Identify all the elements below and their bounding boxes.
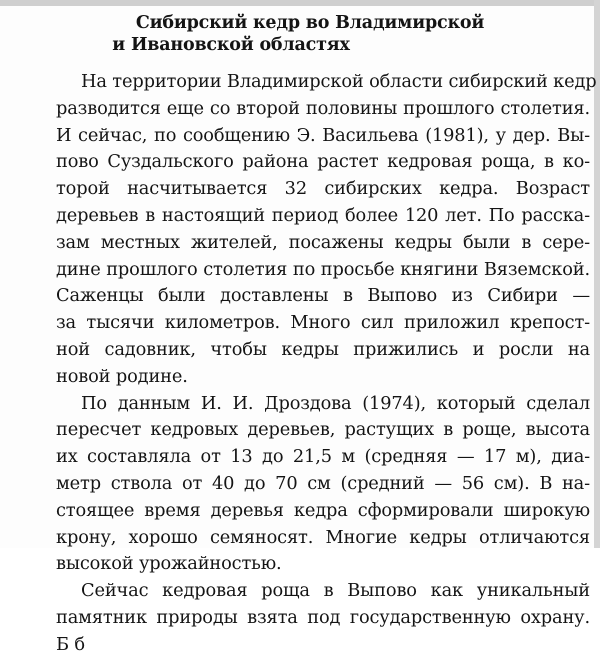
text-line: памятник природы взята под государственную охрану. [56,606,590,628]
text-line: зам местных жителей, посажены кедры были в сере- [56,231,590,253]
text-line: метр ствола от 40 до 70 см (средний — 56 см). В на- [56,472,590,494]
heading-line-1: Сибирский кедр во Владимирской [135,13,485,33]
text-line: пересчет кедровых деревьев, растущих в роще, высота [56,419,590,441]
text-line: торой насчитывается 32 сибирских кедра. Возраст [56,178,590,200]
text-line: Саженцы были доставлены в Выпово из Сибири — [56,285,590,307]
text-line: за тысячи километров. Много сил приложил крепост- [56,312,590,334]
text-line: Сейчас кедровая роща в Выпово как уникальный [81,580,590,602]
page-top-shadow [0,0,600,6]
text-line: высокой урожайностью. [56,553,282,575]
heading-line-2: и Ивановской областях [112,35,350,55]
text-line: По данным И. И. Дроздова (1974), который сделал [81,392,590,414]
text-line: деревьев в настоящий период более 120 лет. По расска- [56,204,590,226]
text-line: новой родине. [56,365,188,387]
text-line-cut-off: Б б [56,633,85,655]
body-text [56,69,597,655]
text-line: ной садовник, чтобы кедры прижились и росли на [56,338,590,360]
text-line: На территории Владимирской области сибирский кедр [81,71,597,92]
text-line: их составляла от 13 до 21,5 м (средняя — 17 м), диа- [56,446,590,468]
text-line: пово Суздальского района растет кедровая роща, в ко- [56,151,590,173]
text-line: стоящее время деревья кедра сформировали широкую [56,499,590,521]
text-line: дине прошлого столетия по просьбе княгини Вяземской. [56,258,590,280]
text-line: крону, хорошо семяносят. Многие кедры отличаются [56,526,590,548]
text-line: И сейчас, по сообщению Э. Васильева (1981), у дер. Вы- [56,124,590,146]
section-heading [0,12,600,56]
text-line: разводится еще со второй половины прошлого столетия. [56,97,590,119]
